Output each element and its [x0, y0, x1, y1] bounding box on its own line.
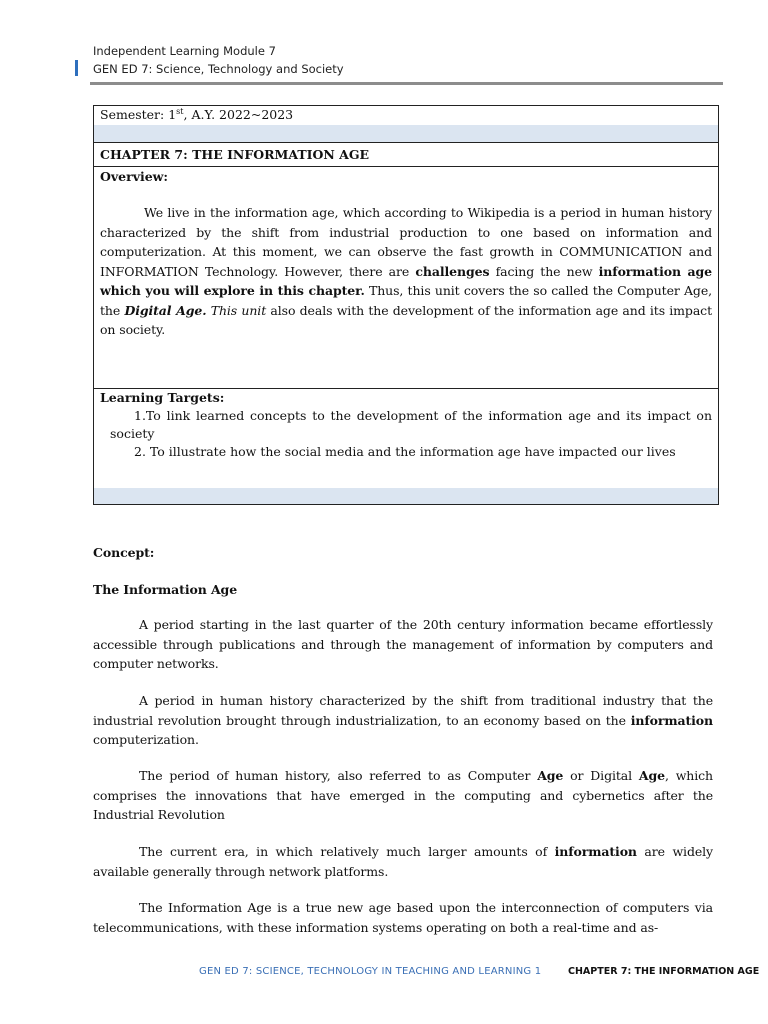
overview-text: We live in the information age, which according to Wikipedia is a period in human history characterized by the shift from industrial production to one based on information and computerization. At this moment, we can observe the fast growth in COMMUNICATION and INFORMATION Technology. However, there are challenges facing the new information age which you will explore in this chapter. Thus, this unit covers the so called the Computer Age, the Digital Age. This unit also deals with the development of the information age and its impact on society.: [100, 205, 713, 337]
concept-paragraph: A period starting in the last quarter of the 20th century information became effortlessly accessible through publications and through the management of information by computers and computer networks.: [93, 617, 713, 671]
section-heading: The Information Age: [93, 582, 238, 597]
semester-row: [94, 106, 718, 125]
shaded-band: [94, 488, 718, 504]
header-divider: [90, 82, 723, 85]
bold-challenges: challenges: [415, 263, 490, 279]
overview-section: [94, 167, 718, 389]
bold-information-age: information age which you will explore in this chapter.: [100, 263, 713, 298]
header-accent-bar: [75, 60, 78, 76]
learning-targets-list: [110, 407, 712, 461]
concept-label: Concept:: [93, 545, 155, 560]
concept-paragraph: The period of human history, also referred to as Computer Age or Digital Age, which comprises the innovations that have emerged in the computing and cybernetics after the Industrial Revolution: [93, 768, 713, 822]
course-title: GEN ED 7: Science, Technology and Society: [93, 62, 344, 76]
concept-paragraph: The current era, in which relatively much larger amounts of information are widely available generally through network platforms.: [93, 844, 714, 879]
semester-year: , A.Y. 2022~2023: [183, 107, 294, 123]
shaded-band: [94, 125, 718, 143]
concept-paragraph: A period in human history characterized by the shift from traditional industry that the industrial revolution brought through industrialization, to an economy based on the information computerization.: [93, 693, 713, 747]
semester-ordinal: st: [176, 107, 184, 116]
chapter-title: CHAPTER 7: THE INFORMATION AGE: [94, 143, 718, 167]
module-title: Independent Learning Module 7: [93, 44, 276, 58]
footer-chapter: CHAPTER 7: THE INFORMATION AGE: [568, 966, 760, 977]
footer-course: GEN ED 7: SCIENCE, TECHNOLOGY IN TEACHING AND LEARNING 1: [199, 966, 542, 977]
learning-target-item: 2. To illustrate how the social media and the information age have impacted our lives: [134, 444, 676, 459]
semester-prefix: Semester: 1: [100, 107, 177, 123]
chapter-info-table: [93, 105, 719, 505]
concept-paragraph: The Information Age is a true new age based upon the interconnection of computers via telecommunications, with these information systems operating on both a real-time and as-: [93, 900, 713, 935]
learning-targets-heading: Learning Targets:: [100, 390, 225, 405]
overview-heading: Overview:: [100, 169, 169, 184]
learning-target-item: 1.To link learned concepts to the development of the information age and its impact on society: [110, 408, 712, 441]
learning-targets-section: [94, 389, 718, 504]
bold-digital-age: Digital Age.: [124, 302, 207, 318]
page-header: [93, 42, 344, 78]
